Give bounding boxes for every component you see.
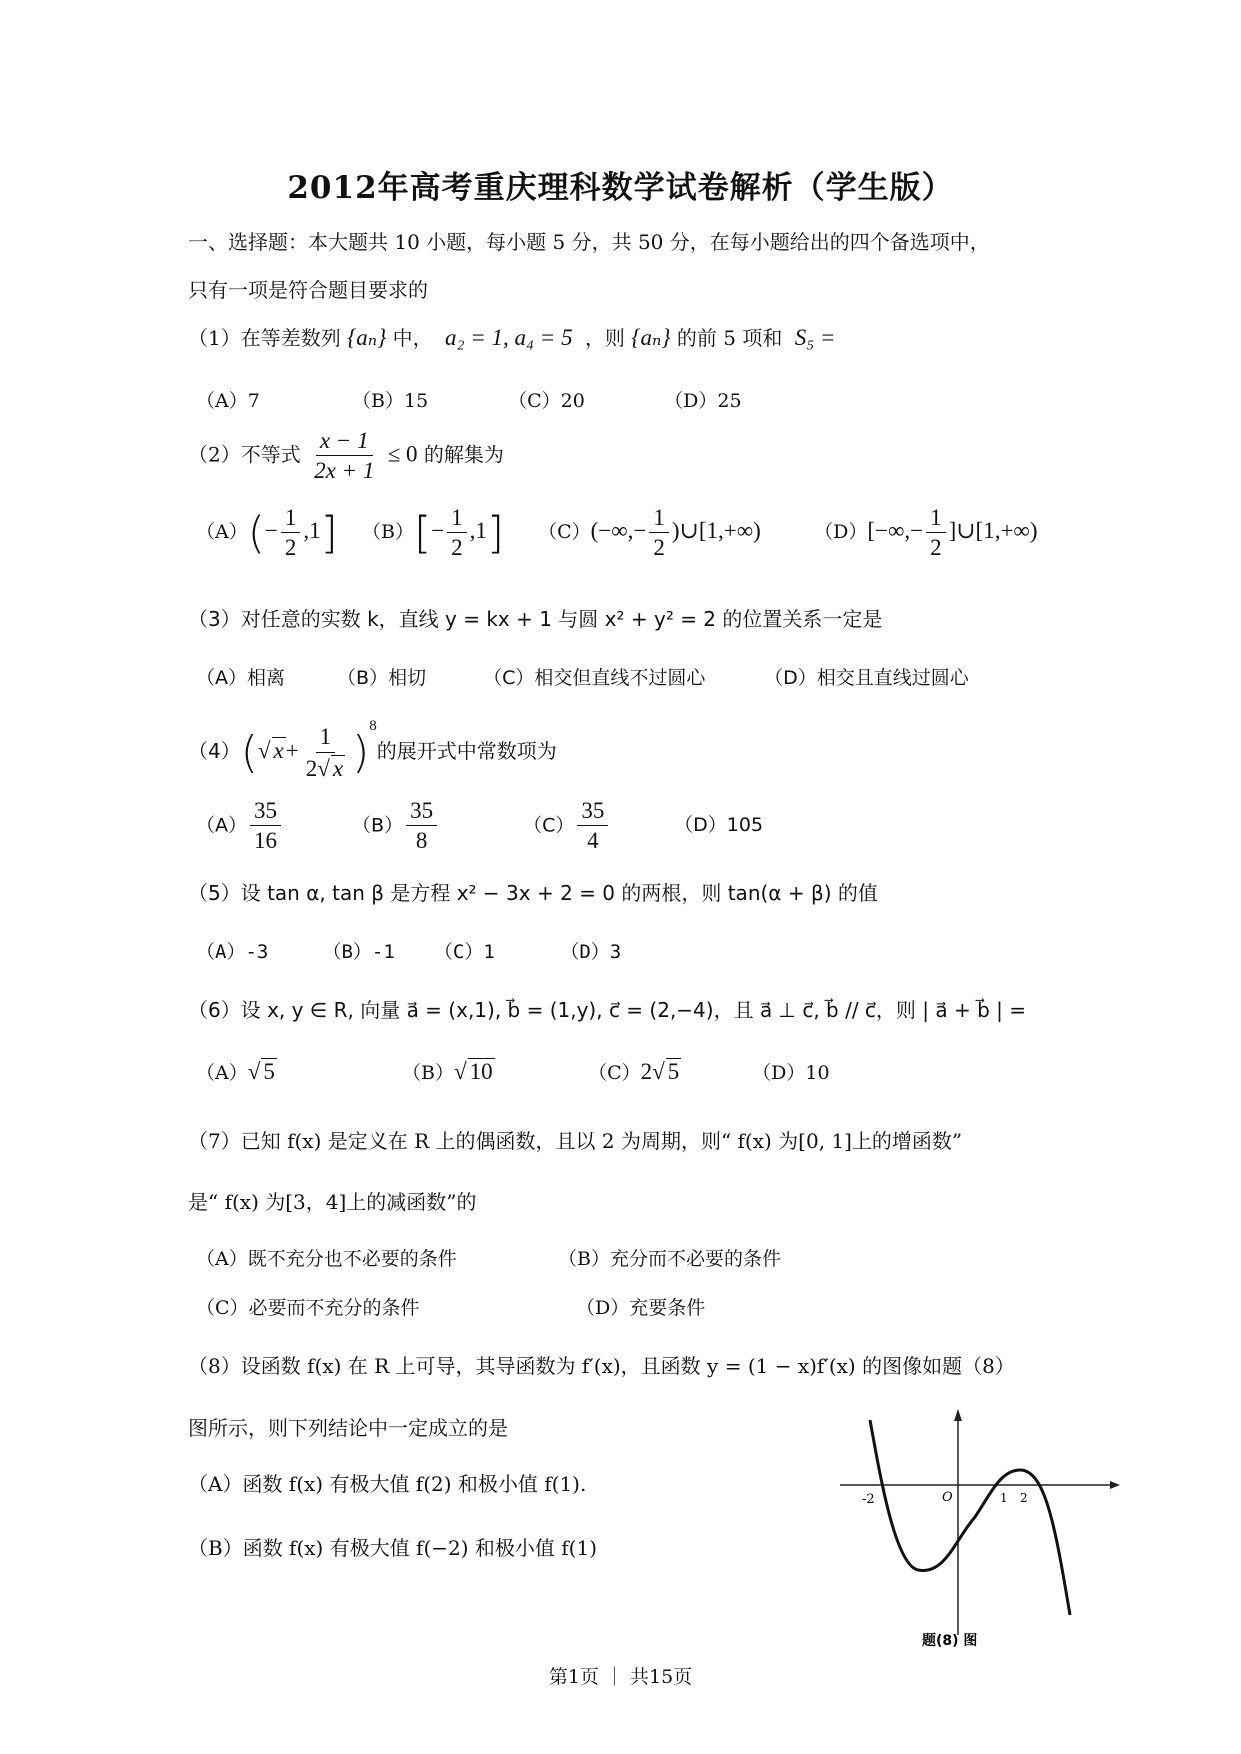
figure-caption: 题(8) 图	[922, 1633, 978, 1649]
label-2: 2	[1020, 1491, 1028, 1505]
question-2	[188, 428, 504, 484]
q1-condition: a₂ = 1, a₄ = 5	[445, 325, 573, 350]
q5-options	[196, 937, 621, 964]
q1-text-d: 的前 5 项和	[676, 326, 783, 350]
q7-options-row1	[196, 1244, 781, 1271]
q2-prefix: （2）不等式	[188, 442, 301, 467]
question-4: （4）(√ x+ $\frac{1}{2√ x}$ )$^8$的展开式中常数项为	[188, 718, 557, 781]
q2-option-b: （B）[− $\frac{1}{2}$ ,1]	[362, 505, 505, 561]
question-5: （5）设 tan α, tan β 是方程 x² − 3x + 2 = 0 的两根，则 tan(α + β) 的值	[188, 881, 878, 905]
q3-option-b: （B）相切	[337, 667, 427, 689]
x-axis-arrow	[1110, 1481, 1120, 1489]
q5-option-c: （C）1	[433, 941, 495, 963]
q2-denominator: 2x + 1	[314, 458, 375, 484]
question-6: （6）设 x, y ∈ R, 向量 a⃗ = (x,1), b⃗ = (1,y), c⃗ = (2,−4)，且 a⃗ ⊥ c⃗, b⃗ // c⃗，则 | a⃗ + b⃗ | =	[188, 998, 1027, 1022]
question-8-line1: （8）设函数 f(x) 在 R 上可导，其导函数为 f′(x)，且函数 y = (1 − x)f′(x) 的图像如题（8）	[188, 1354, 1015, 1378]
q1-option-a: （A）7	[196, 390, 260, 412]
q1-option-d: （D）25	[664, 390, 742, 412]
q2-relation: ≤ 0	[387, 441, 418, 467]
q7-option-a: （A）既不充分也不必要的条件	[196, 1248, 457, 1270]
q6-option-b: （B）√ 10	[402, 1059, 493, 1084]
question-8-line2: 图所示，则下列结论中一定成立的是	[188, 1416, 508, 1440]
q4-option-c: （C） $\frac{35}{4}$	[523, 798, 668, 854]
q1-text-c: ，则	[584, 326, 625, 350]
label-neg2: -2	[862, 1492, 875, 1507]
q7-option-b: （B）充分而不必要的条件	[558, 1248, 782, 1270]
q4-option-b: （B） $\frac{35}{8}$	[352, 798, 517, 854]
q4-option-d: （D）105	[674, 814, 764, 837]
q6-option-a: （A）√ 5	[196, 1059, 275, 1084]
q2-suffix: 的解集为	[423, 442, 504, 467]
section-intro-line1: 一、选择题：本大题共 10 小题，每小题 5 分，共 50 分，在每小题给出的四个备选项中，	[188, 230, 990, 254]
q3-option-c: （C）相交但直线不过圆心	[483, 667, 706, 689]
q6-option-c: （C）2√ 5	[588, 1059, 680, 1084]
q2-option-a: （A）(− $\frac{1}{2}$ ,1]	[196, 505, 338, 561]
q8-figure	[840, 1405, 1120, 1655]
q2-numerator: x − 1	[316, 428, 373, 456]
q1-sequence: {aₙ}	[347, 325, 387, 350]
q8-option-a: （A）函数 f(x) 有极大值 f(2) 和极小值 f(1).	[188, 1472, 587, 1496]
q7-option-c: （C）必要而不充分的条件	[196, 1297, 420, 1319]
q6-options	[196, 1058, 830, 1085]
q1-tail: S₅ =	[794, 325, 836, 350]
q4-options	[196, 798, 763, 854]
y-axis-arrow	[954, 1409, 962, 1421]
q3-options	[196, 663, 969, 690]
q2-fraction	[310, 428, 378, 484]
q3-option-a: （A）相离	[196, 667, 285, 689]
q2-option-c: （C）(−∞,− $\frac{1}{2}$ )∪[1,+∞)	[538, 505, 761, 561]
question-3: （3）对任意的实数 k，直线 y = kx + 1 与圆 x² + y² = 2 的位置关系一定是	[188, 607, 883, 631]
question-7-line2: 是“ f(x) 为[3，4]上的减函数”的	[188, 1190, 477, 1214]
q6-option-d: （D）10	[752, 1062, 830, 1084]
q8-graph	[840, 1405, 1120, 1655]
q5-option-d: （D）3	[560, 941, 622, 963]
q7-option-d: （D）充要条件	[576, 1297, 706, 1319]
q3-option-d: （D）相交且直线过圆心	[764, 667, 969, 689]
label-1: 1	[1000, 1491, 1008, 1505]
page-title: 2012年高考重庆理科数学试卷解析（学生版）	[287, 170, 954, 206]
section-intro-line2: 只有一项是符合题目要求的	[188, 278, 428, 302]
q2-option-d: （D）[−∞,− $\frac{1}{2}$ ]∪[1,+∞)	[814, 505, 1038, 561]
q1-sequence-2: {aₙ}	[631, 325, 671, 350]
label-origin: O	[942, 1490, 953, 1505]
q5-option-b: （B）-1	[322, 941, 395, 963]
q4-fraction: $\frac{1}{2√ x}$	[305, 724, 344, 781]
page-footer: 第1页 ｜ 共15页	[548, 1666, 693, 1688]
q8-option-b: （B）函数 f(x) 有极大值 f(−2) 和极小值 f(1)	[188, 1536, 597, 1560]
q1-option-b: （B）15	[352, 390, 429, 412]
q4-option-a: （A） $\frac{35}{16}$	[196, 798, 346, 854]
q1-text-a: （1）在等差数列	[188, 326, 341, 350]
q1-text-b: 中，	[392, 326, 433, 350]
q5-option-a: （A）-3	[196, 941, 269, 963]
q7-options-row2	[196, 1293, 705, 1320]
question-7-line1: （7）已知 f(x) 是定义在 R 上的偶函数，且以 2 为周期，则“ f(x) 为[0, 1]上的增函数”	[188, 1129, 963, 1153]
q2-options	[196, 505, 1038, 561]
question-1	[188, 322, 835, 351]
q1-options	[196, 386, 742, 413]
function-curve	[870, 1420, 1070, 1615]
q1-option-c: （C）20	[508, 390, 585, 412]
